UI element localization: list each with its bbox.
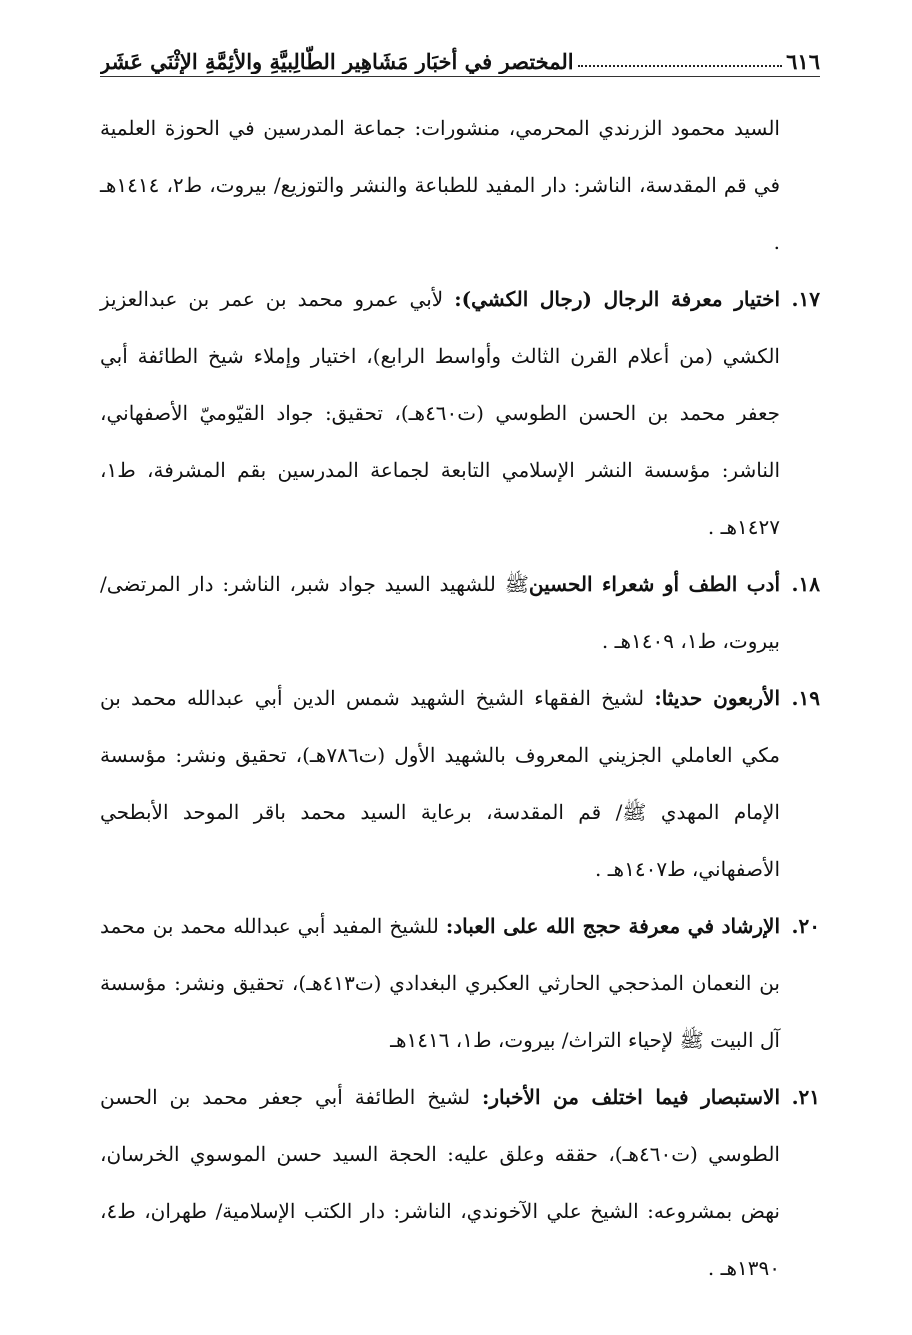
entry-text: لشيخ الطائفة أبي جعفر محمد بن الحسن الطوسي (ت٤٦٠هـ)، حققه وعلق عليه: الحجة السيد حسن الموسوي الخرسان، نهض بمشروعه: الشيخ علي الآخوندي، الناشر: دار الكتب الإسلامية/ طهران، ط٤، ١٣٩٠هـ .: [100, 1085, 780, 1280]
entry-title: الإرشاد في معرفة حجج الله على العباد:: [445, 914, 780, 938]
header-leader-dots: [578, 65, 783, 67]
entry-title: الاستبصار فيما اختلف من الأخبار:: [482, 1085, 781, 1109]
entry-text: للشيخ المفيد أبي عبدالله محمد بن محمد بن النعمان المذحجي الحارثي العكبري البغدادي (ت٤١٣هـ)، تحقيق ونشر: مؤسسة آل البيت ﷺ لإحياء التراث/ بيروت، ط١، ١٤١٦هـ: [100, 914, 780, 1052]
entry-text: السيد محمود الزرندي المحرمي، منشورات: جماعة المدرسين في الحوزة العلمية في قم المقدسة، الناشر: دار المفيد للطباعة والنشر والتوزيع/ بيروت، ط٢، ١٤١٤هـ .: [100, 116, 781, 254]
bibliography-entry-20: [100, 898, 820, 1069]
bibliography-list: [100, 100, 820, 1297]
entry-text: لأبي عمرو محمد بن عمر بن عبدالعزيز الكشي (من أعلام القرن الثالث وأواسط الرابع)، اختيار وإملاء شيخ الطائفة أبي جعفر محمد بن الحسن الطوسي (ت٤٦٠هـ)، تحقيق: جواد القيّوميّ الأصفهاني، الناشر: مؤسسة النشر الإسلامي التابعة لجماعة المدرسين بقم المشرفة، ط١، ١٤٢٧هـ .: [100, 287, 781, 539]
bibliography-entry-19: [100, 670, 820, 898]
entry-text: لشيخ الفقهاء الشيخ الشهيد شمس الدين أبي عبدالله محمد بن مكي العاملي الجزيني المعروف بالشهيد الأول (ت٧٨٦هـ)، تحقيق ونشر: مؤسسة الإمام المهدي ﷺ/ قم المقدسة، برعاية السيد محمد باقر الموحد الأبطحي الأصفهاني، ط١٤٠٧هـ .: [100, 686, 780, 881]
bibliography-entry-continuation: [100, 100, 820, 271]
bibliography-entry-18: [100, 556, 820, 670]
entry-number: ١٩.: [791, 686, 820, 710]
entry-number: ٢٠.: [791, 914, 820, 938]
book-title: المختصر في أخبَارِ مَشَاهِيرِ الطّالِبيَّةِ والأئِمَّةِ الإثْنَي عَشَر: [100, 49, 574, 74]
running-header: [100, 30, 820, 74]
header-rule: [100, 76, 820, 77]
bibliography-entry-21: [100, 1069, 820, 1297]
entry-title: الأربعون حديثا:: [654, 686, 780, 710]
entry-number: ٢١.: [791, 1085, 821, 1109]
bibliography-entry-17: [100, 271, 820, 556]
entry-text: ﷺ للشهيد السيد جواد شبر، الناشر: دار المرتضى/ بيروت، ط١، ١٤٠٩هـ .: [100, 572, 780, 653]
page-number: ٦١٦: [786, 49, 820, 74]
entry-number: ١٨.: [791, 572, 820, 596]
entry-number: ١٧.: [791, 287, 820, 311]
entry-title: اختيار معرفة الرجال (رجال الكشي):: [454, 287, 780, 311]
entry-title: أدب الطف أو شعراء الحسين: [528, 572, 780, 596]
